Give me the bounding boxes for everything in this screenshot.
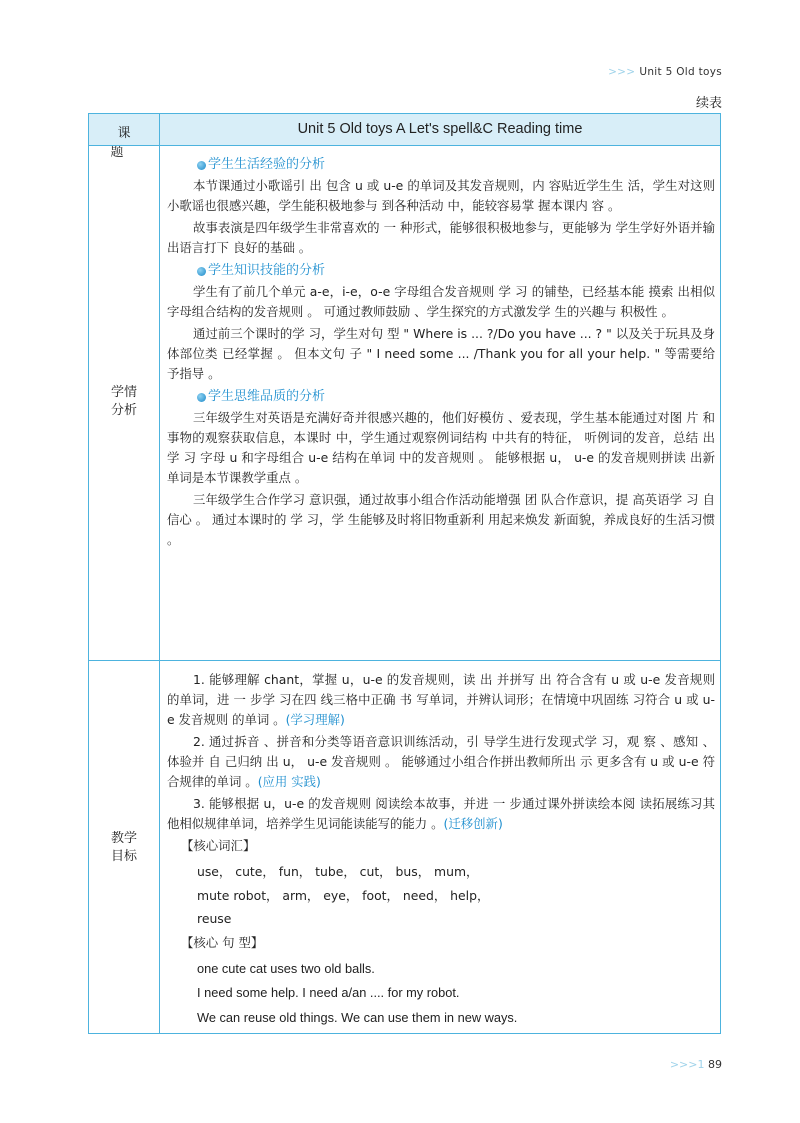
core-sentence-label: 【核心 句 型】 [181, 934, 264, 950]
paragraph: 本节课通过小歌谣引 出 包含 u 或 u-e 的单词及其发音规则，内 容贴近学生生 活，学生对这则 小歌谣也很感兴趣，学生能积极地参与 到各种活动 中，能较容易掌 握本课内 容 。 [167, 178, 715, 213]
subsection-heading-text: 学生生活经验的分析 [208, 157, 326, 172]
paragraph: 故事表演是四年级学生非常喜欢的 一 种形式，能够很积极地参与，更能够为 学生学好外语并输出语言打下 良好的基础 。 [167, 220, 715, 255]
objective-tag: (学习理解) [285, 712, 345, 727]
section-label-line: 教学 [110, 831, 137, 846]
page-footer [670, 1058, 722, 1071]
footer-arrows: >>>1 [669, 1058, 705, 1071]
vocab-line: mute robot， arm， eye， foot， need， help， [197, 887, 490, 903]
bullet-dot-icon [197, 393, 206, 402]
sentence-line: one cute cat uses two old balls. [197, 960, 375, 976]
row-divider-sections [89, 660, 720, 661]
objective-3 [167, 794, 715, 834]
objective-text: 3. 能够根据 u，u-e 的发音规则 阅读绘本故事，并进 一 步通过课外拼读绘本阅 读拓展练习其他相似规律单词，培养学生见词能读能写的能力 。 [167, 796, 715, 831]
lesson-plan-table [88, 113, 721, 1034]
objective-text: 2. 通过拆音 、拼音和分类等语音意识训练活动，引 导学生进行发现式学 习，观 察 、感知 、体验并 自 己归纳 出 u， u-e 发音规则 。 能够通过小组合作拼出教师所出 示 更多含有 u 或 u-e 符合规律的单词 。 [167, 734, 715, 789]
section-label-analysis [89, 384, 159, 420]
sentence-line: I need some help. I need a/an .... for my robot. [197, 985, 460, 1000]
analysis-content [167, 154, 715, 552]
section-label-line: 学情 [110, 385, 137, 400]
section-label-line: 目标 [110, 849, 137, 864]
row-divider-header [89, 145, 720, 146]
objective-1 [167, 670, 715, 730]
lesson-title: Unit 5 Old toys A Let's spell&C Reading time [297, 121, 583, 137]
bullet-dot-icon [197, 267, 206, 276]
objectives-content [167, 670, 715, 1030]
subsection-heading [197, 386, 715, 408]
paragraph: 学生有了前几个单元 a-e，i-e，o-e 字母组合发音规则 学 习 的铺垫，已经基本能 摸索 出相似字母组合结构的发音规则 。 可通过教师鼓励 、学生探究的方式激发学 生的兴趣与 积极性 。 [167, 284, 715, 319]
paragraph: 通过前三个课时的学 习，学生对句 型 " Where is ... ?/Do you have ... ? " 以及关于玩具及身体部位类 已经掌握 。 但本文句 子 " I need some ... /Thank you for all your help. " 等需要给予指导 。 [167, 326, 715, 381]
objective-tag: (迁移创新) [443, 816, 503, 831]
sentence-line: We can reuse old things. We can use them in new ways. [197, 1009, 518, 1025]
subsection-heading-text: 学生思维品质的分析 [208, 389, 326, 404]
vocab-line: use， cute， fun， tube， cut， bus， mum， [197, 864, 479, 879]
topic-label: 课 题 [110, 126, 145, 160]
core-vocab-label: 【核心词汇】 [181, 838, 256, 853]
objective-text: 1. 能够理解 chant，掌握 u，u-e 的发音规则，读 出 并拼写 出 符合含有 u 或 u-e 发音规则 的单词，进 一 步学 习在四 线三格中正确 书 写单词，并辨认词形；在情境中巩固练 习符合 u 或 u-e 发音规则 的单词 。 [167, 672, 715, 727]
section-label-objectives [89, 830, 159, 866]
objective-2 [167, 732, 715, 792]
vocab-line: reuse [197, 911, 232, 926]
subsection-heading [197, 260, 715, 282]
bullet-dot-icon [197, 161, 206, 170]
subsection-heading [197, 154, 715, 176]
paragraph: 三年级学生合作学习 意识强，通过故事小组合作活动能增强 团 队合作意识，提 高英语学 习 自 信心 。 通过本课时的 学 习，学 生能够及时将旧物重新利 用起来焕发 新面貌，养成良好的生活习惯 。 [167, 492, 715, 547]
table-header-row [89, 114, 720, 160]
objective-tag: (应用 实践) [257, 774, 321, 789]
section-label-line: 分析 [110, 403, 137, 418]
paragraph: 三年级学生对英语是充满好奇并很感兴趣的，他们好模仿 、爱表现，学生基本能通过对图 片 和事物的观察获取信息，本课时 中，学生通过观察例词结构 中共有的特征， 听例词的发音，总结 出 学 习 字母 u 和字母组合 u-e 结构在单词 中的发音规则 。 能够根据 u， u-e 的发音规则拼读 出新单词是本节课教学重点 。 [167, 410, 715, 485]
subsection-heading-text: 学生知识技能的分析 [208, 263, 326, 278]
running-head-text: Unit 5 Old toys [639, 66, 722, 78]
column-divider [159, 114, 160, 1033]
running-head [608, 66, 722, 78]
running-head-arrows: >>> [608, 66, 636, 78]
continued-label: 续表 [695, 96, 722, 111]
page-number: 89 [708, 1058, 722, 1071]
